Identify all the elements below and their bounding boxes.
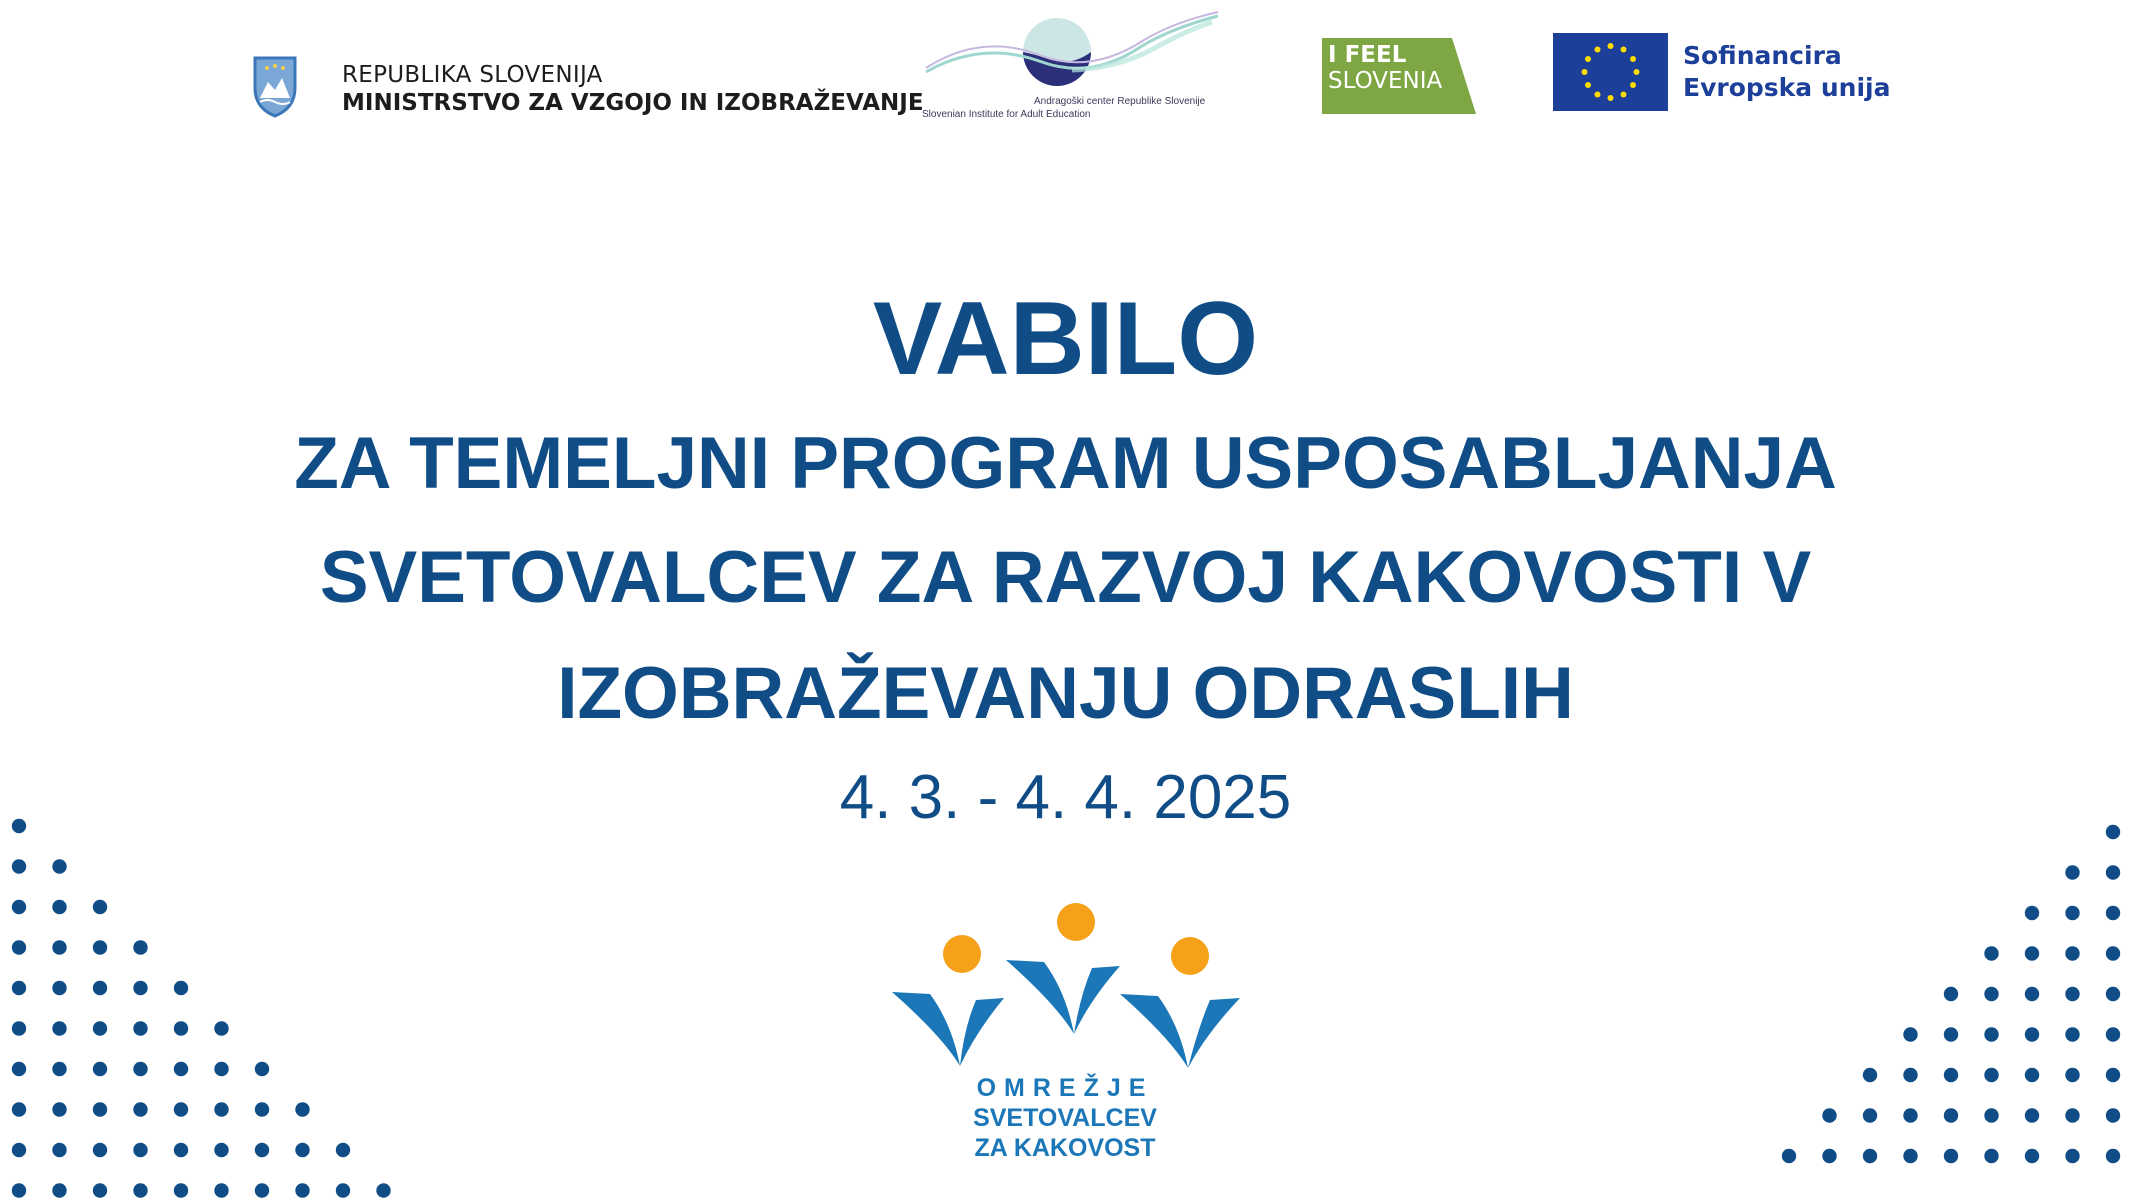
decorative-dot — [12, 940, 26, 954]
decorative-dot — [1903, 1108, 1917, 1122]
decorative-dot — [214, 1021, 228, 1035]
decorative-dot — [2106, 825, 2120, 839]
decorative-dot — [1863, 1149, 1877, 1163]
decorative-dot — [1944, 1068, 1958, 1082]
decorative-dot — [214, 1102, 228, 1116]
decorative-dot — [1984, 987, 1998, 1001]
decorative-dot — [1984, 1068, 1998, 1082]
decorative-dot — [93, 940, 107, 954]
program-title-line3: IZOBRAŽEVANJU ODRASLIH — [557, 653, 1574, 734]
decorative-dot — [174, 981, 188, 995]
event-dates: 4. 3. - 4. 4. 2025 — [839, 763, 1292, 832]
decorative-dot — [2106, 1149, 2120, 1163]
acs-text-line2: Slovenian Institute for Adult Education — [922, 109, 1091, 120]
network-logo — [880, 898, 1250, 1168]
program-title-line1: ZA TEMELJNI PROGRAM USPOSABLJANJA — [294, 423, 1837, 504]
decorative-dot — [1903, 1027, 1917, 1041]
decorative-dot — [1944, 1108, 1958, 1122]
slovenia-text: SLOVENIA — [1328, 68, 1443, 94]
decorative-dot — [1944, 1027, 1958, 1041]
decorative-dot — [2025, 1149, 2039, 1163]
decorative-dot — [2065, 1027, 2079, 1041]
decorative-dot — [295, 1143, 309, 1157]
decorative-dot — [2106, 1027, 2120, 1041]
decorative-dot — [93, 1062, 107, 1076]
decorative-dot — [2065, 865, 2079, 879]
network-logo-line1: OMREŽJE — [976, 1074, 1154, 1102]
decorative-dot — [133, 1143, 147, 1157]
decorative-dot — [214, 1183, 228, 1197]
decorative-dot — [1863, 1108, 1877, 1122]
decorative-dot — [1822, 1108, 1836, 1122]
decorative-dot — [12, 981, 26, 995]
decorative-dot — [1984, 1027, 1998, 1041]
decorative-dot — [133, 1062, 147, 1076]
decorative-dot — [133, 940, 147, 954]
network-logo-line3: ZA KAKOVOST — [974, 1134, 1156, 1162]
decorative-dot — [52, 1183, 66, 1197]
decorative-dot — [376, 1183, 390, 1197]
decorative-dot — [133, 1021, 147, 1035]
decorative-dot — [2065, 946, 2079, 960]
ministry-line2: MINISTRSTVO ZA VZGOJO IN IZOBRAŽEVANJE — [342, 90, 924, 116]
decorative-dot — [93, 1143, 107, 1157]
decorative-dot — [2065, 1149, 2079, 1163]
decorative-dot — [12, 859, 26, 873]
decorative-dot — [52, 900, 66, 914]
decorative-dot — [52, 981, 66, 995]
decorative-dot — [2106, 1068, 2120, 1082]
decorative-dot — [1822, 1149, 1836, 1163]
decorative-dot — [2106, 906, 2120, 920]
decorative-dot — [93, 900, 107, 914]
decorative-dot — [214, 1062, 228, 1076]
decorative-dot — [133, 1102, 147, 1116]
decorative-dot — [12, 900, 26, 914]
decorative-dot — [295, 1183, 309, 1197]
decorative-dot — [1903, 1068, 1917, 1082]
decorative-dot — [52, 1143, 66, 1157]
decorative-dot — [12, 1143, 26, 1157]
decorative-dot — [2106, 987, 2120, 1001]
decorative-dot — [1903, 1149, 1917, 1163]
decorative-dot — [174, 1183, 188, 1197]
decorative-dot — [12, 1021, 26, 1035]
decorative-dot — [295, 1102, 309, 1116]
eu-text-line1: Sofinancira — [1683, 41, 1842, 70]
decorative-dot — [52, 859, 66, 873]
decorative-dot — [12, 1183, 26, 1197]
decorative-dot — [214, 1143, 228, 1157]
decorative-dot — [2106, 1108, 2120, 1122]
decorative-dot — [174, 1021, 188, 1035]
decorative-dot — [52, 1102, 66, 1116]
decorative-dot — [255, 1102, 269, 1116]
decorative-dot — [52, 1062, 66, 1076]
decorative-dot — [52, 940, 66, 954]
decorative-dot — [1944, 987, 1958, 1001]
decorative-dot — [93, 1021, 107, 1035]
decorative-dot — [2065, 906, 2079, 920]
decorative-dot — [174, 1102, 188, 1116]
invitation-title: VABILO — [872, 281, 1259, 397]
decorative-dot — [12, 1062, 26, 1076]
decorative-dot — [93, 1102, 107, 1116]
i-feel-text: I FEEL — [1328, 42, 1407, 68]
decorative-dot — [2065, 1108, 2079, 1122]
decorative-dot — [2025, 1027, 2039, 1041]
decorative-dot — [1863, 1068, 1877, 1082]
decorative-dot — [336, 1183, 350, 1197]
decorative-dot — [2025, 987, 2039, 1001]
decorative-dot — [2106, 946, 2120, 960]
acs-text-line1: Andragoški center Republike Slovenije — [1034, 96, 1206, 107]
decorative-dot — [2025, 946, 2039, 960]
decorative-dot — [174, 1143, 188, 1157]
program-title-line2: SVETOVALCEV ZA RAZVOJ KAKOVOSTI V — [319, 537, 1812, 618]
decorative-dot — [1984, 1149, 1998, 1163]
decorative-dot — [255, 1183, 269, 1197]
ministry-line1: REPUBLIKA SLOVENIJA — [342, 62, 603, 88]
decorative-dot — [2025, 1108, 2039, 1122]
decorative-dot — [1984, 946, 1998, 960]
decorative-dot — [1782, 1149, 1796, 1163]
decorative-dot — [12, 1102, 26, 1116]
decorative-dot — [2025, 1068, 2039, 1082]
decorative-dot — [2065, 1068, 2079, 1082]
decorative-dot — [255, 1062, 269, 1076]
decorative-dot — [2025, 906, 2039, 920]
decorative-dot — [336, 1143, 350, 1157]
decorative-dot — [133, 981, 147, 995]
decorative-dot — [255, 1143, 269, 1157]
decorative-dot — [174, 1062, 188, 1076]
decorative-dot — [93, 1183, 107, 1197]
decorative-dot — [93, 981, 107, 995]
decorative-dot — [52, 1021, 66, 1035]
decorative-dot — [1944, 1149, 1958, 1163]
network-logo-line2: SVETOVALCEV — [973, 1104, 1157, 1132]
eu-text-line2: Evropska unija — [1683, 73, 1891, 102]
decorative-dot — [133, 1183, 147, 1197]
three-figures-logo-icon — [880, 898, 1250, 1088]
decorative-dot — [12, 819, 26, 833]
decorative-dot — [2106, 865, 2120, 879]
decorative-dot — [1984, 1108, 1998, 1122]
decorative-dot — [2065, 987, 2079, 1001]
